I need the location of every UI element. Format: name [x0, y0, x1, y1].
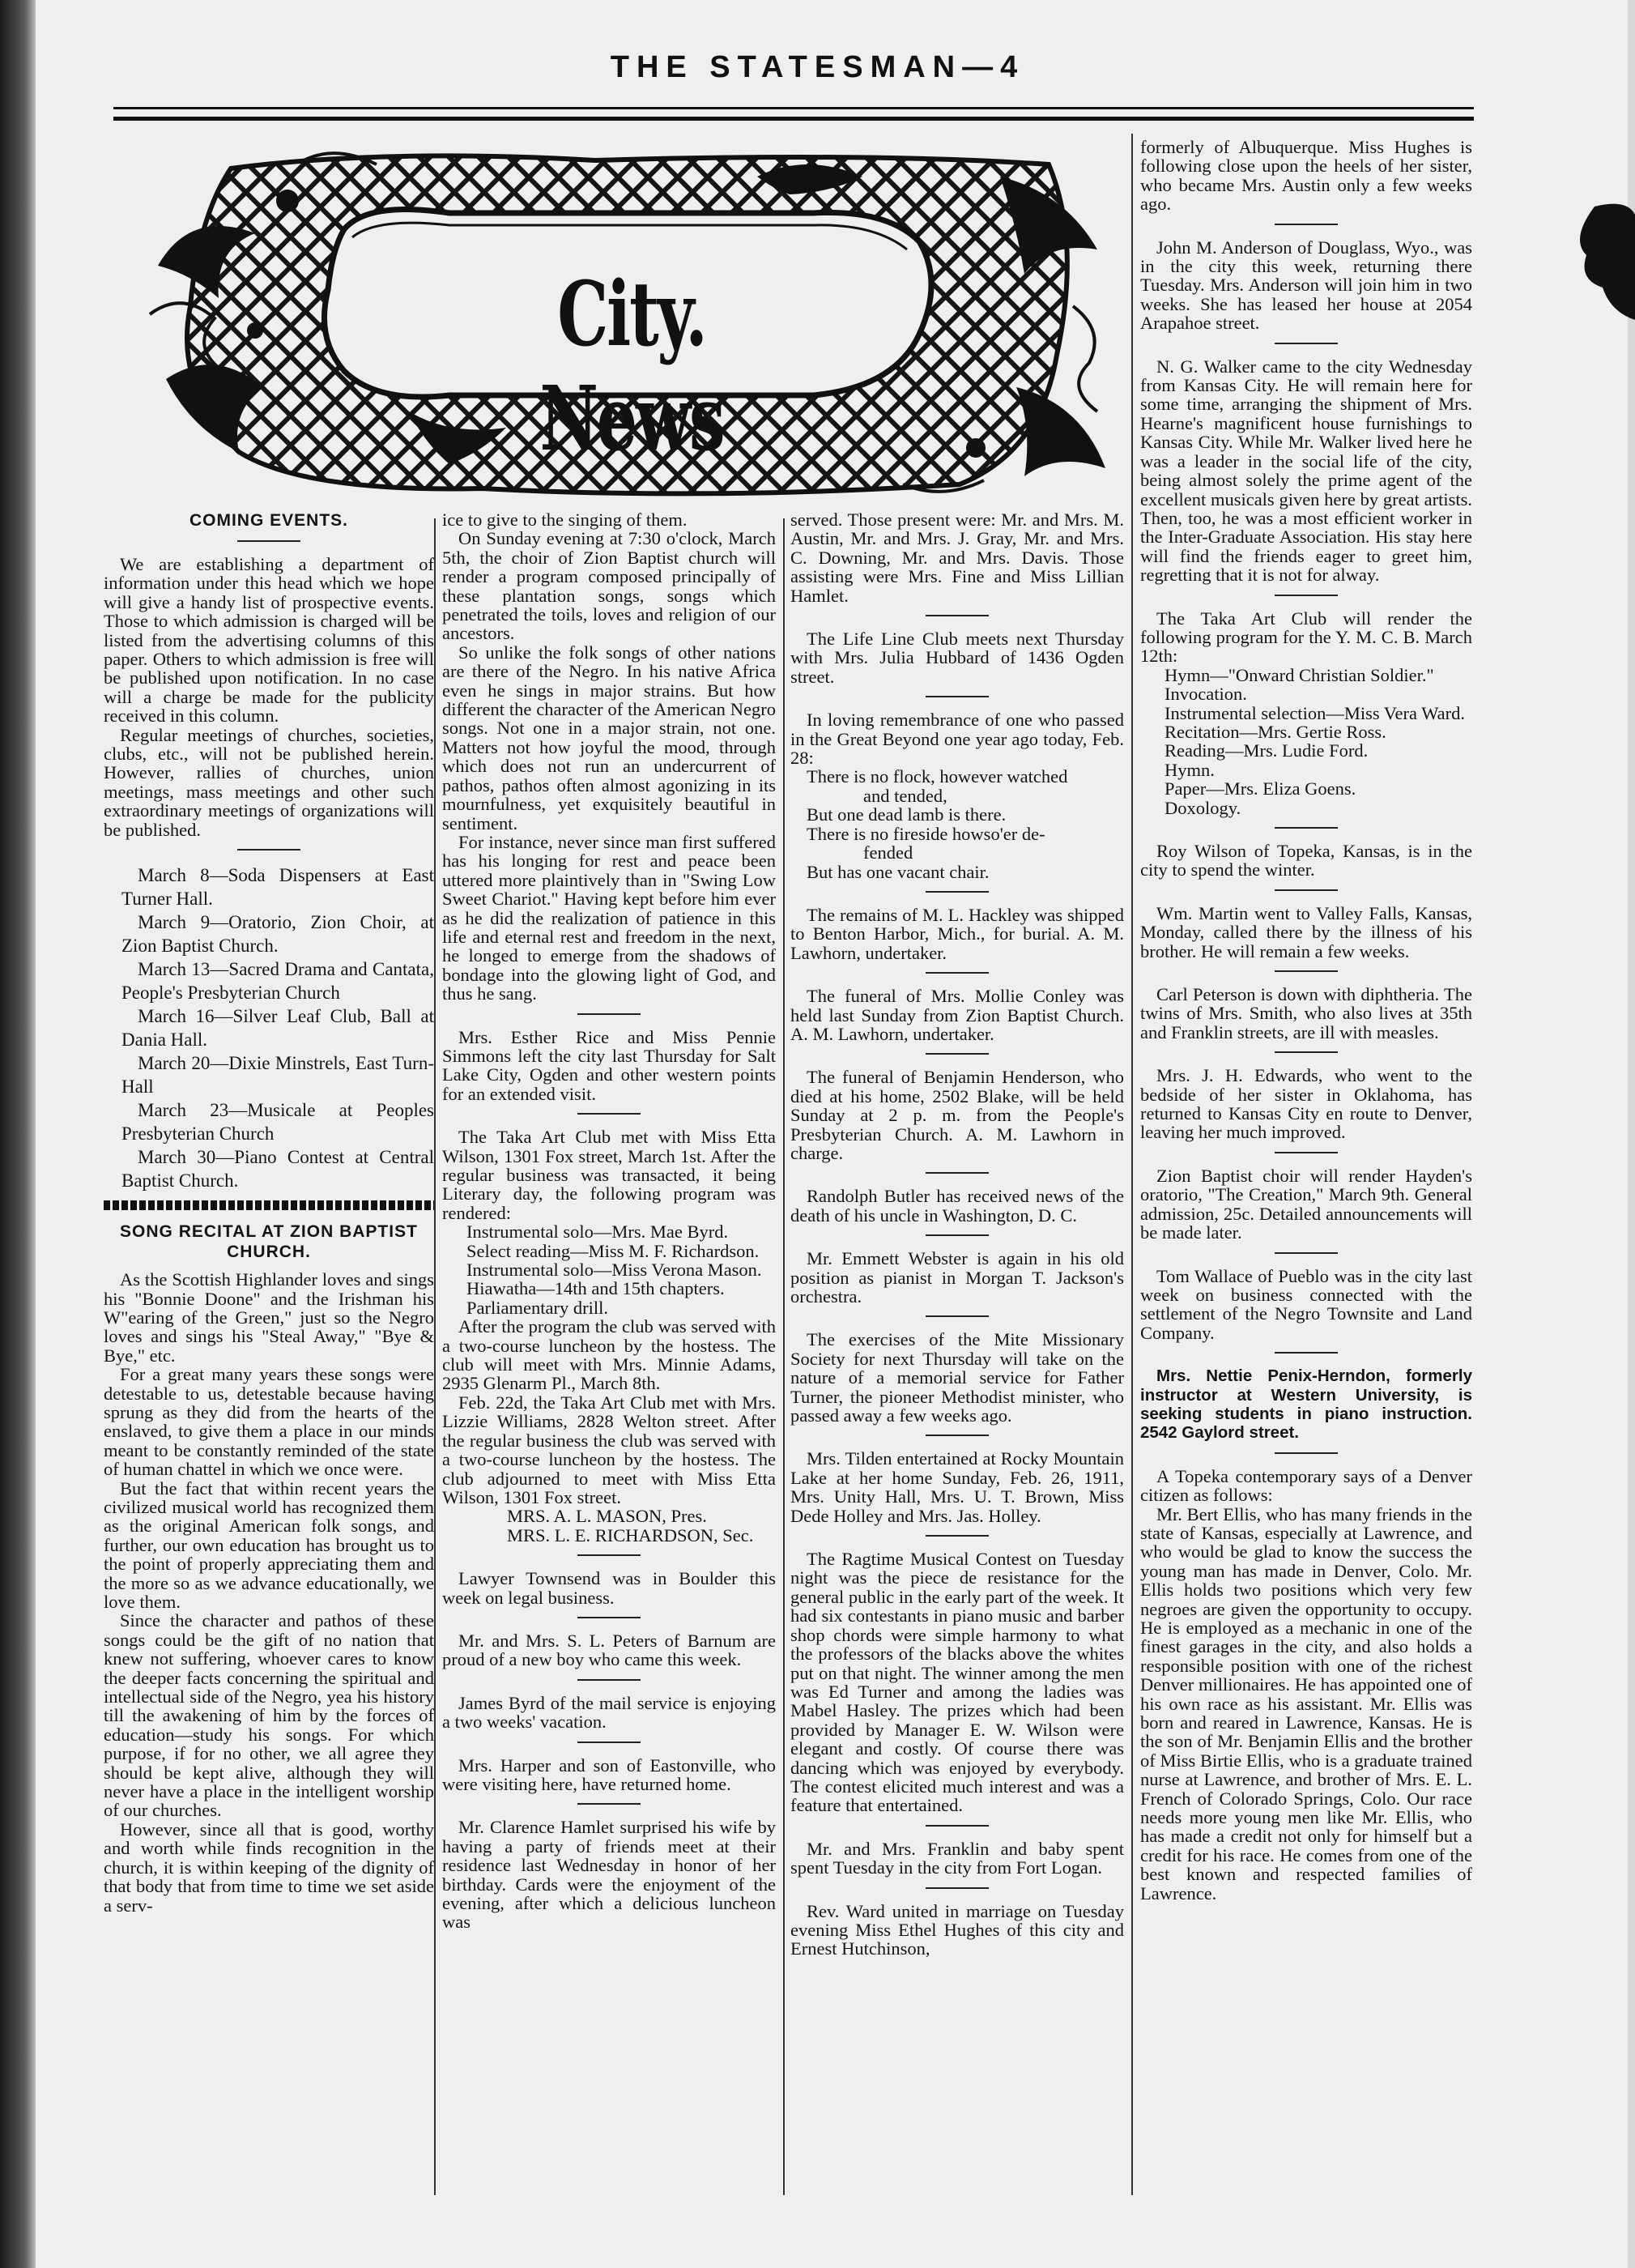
column-rule: [434, 518, 436, 2195]
program-list: [442, 1222, 776, 1317]
advertisement-notice: Mrs. Nettie Penix-Herndon, formerly instructor at Western University, is seeking students in piano instruction. 2542 Gaylord street.: [1140, 1366, 1472, 1443]
separator: [926, 972, 989, 974]
article-paragraph: N. G. Walker came to the city Wednesday from Kansas City. He will remain here for some time, arranging the shipment of Mrs. Hearne's magnificent house furnishings to Kansas City. While Mr. Walker lived here he was a leader in the social life of the city, being almost solely the prime agent of the excellent musicals given here by great artists. Then, too, he was a most efficient worker in the Inter-Graduate Association. His stay here will find the friends eager to greet him, regretting that it is not for alway.: [1140, 356, 1472, 586]
article-paragraph: As the Scottish Highlander loves and sings his "Bonnie Doone" and the Irishman his W"earing of the Green," just so the Negro loves and sings his "Steal Away," "Bye & Bye," etc.: [104, 1269, 434, 1366]
article-paragraph: The Taka Art Club met with Miss Etta Wilson, 1301 Fox street, March 1st. After the regular business was transacted, it being Literary day, the following program was rendered:: [442, 1127, 776, 1223]
separator: [1275, 1152, 1338, 1153]
event-item: March 30—Piano Contest at Central Baptist Church.: [121, 1147, 434, 1192]
article-paragraph: Carl Peterson is down with diphtheria. The twins of Mrs. Smith, who also lives at 35th and Franklin streets, are ill with measles.: [1140, 984, 1472, 1042]
separator: [1275, 1051, 1338, 1053]
article-paragraph: Mr. and Mrs. Franklin and baby spent spent Tuesday in the city from Fort Logan.: [790, 1838, 1124, 1878]
article-paragraph: Roy Wilson of Topeka, Kansas, is in the city to spend the winter.: [1140, 841, 1472, 880]
article-paragraph: Randolph Butler has received news of the death of his uncle in Washington, D. C.: [790, 1186, 1124, 1226]
separator: [1275, 595, 1338, 596]
separator: [577, 1742, 641, 1743]
article-paragraph: After the program the club was served with a two-course luncheon by the hostess. The club will meet with Mrs. Minnie Adams, 2935 Glenarm Pl., March 8th.: [442, 1316, 776, 1394]
separator: [926, 1172, 989, 1174]
program-item: Parliamentary drill.: [466, 1297, 608, 1318]
program-item: Instrumental selection—Miss Vera Ward.: [1165, 702, 1466, 723]
column-4: [1140, 138, 1472, 1903]
article-paragraph: The Life Line Club meets next Thursday with Mrs. Julia Hubbard of 1436 Ogden street.: [790, 629, 1124, 687]
article-paragraph: John M. Anderson of Douglass, Wyo., was in the city this week, returning there Tuesday. Mrs. Anderson will join him in two weeks. She has leased her house at 2054 Arapahoe street.: [1140, 237, 1472, 334]
column-2: [442, 510, 776, 1932]
article-paragraph: Mrs. Esther Rice and Miss Pennie Simmons left the city last Thursday for Salt Lake City, Ogden and other western points for an extended visit.: [442, 1026, 776, 1104]
article-paragraph: Mrs. Tilden entertained at Rocky Mountain Lake at her home Sunday, Feb. 26, 1911, Mrs. Unity Hall, Mrs. U. T. Brown, Miss Dede Holley and Mrs. Jas. Holley.: [790, 1448, 1124, 1526]
separator: [577, 1679, 641, 1681]
program-item: Instrumental solo—Miss Verona Mason.: [466, 1260, 762, 1281]
event-item: March 20—Dixie Minstrels, East Turn-Hall: [121, 1053, 434, 1098]
coming-events-heading: COMING EVENTS.: [189, 511, 349, 530]
article-paragraph: The remains of M. L. Hackley was shipped to Benton Harbor, Mich., for burial. A. M. Lawhorn, undertaker.: [790, 904, 1124, 963]
poem-line: But has one vacant chair.: [807, 861, 990, 882]
events-list: [104, 863, 434, 1192]
article-paragraph: On Sunday evening at 7:30 o'clock, March 5th, the choir of Zion Baptist church will render a program composed principally of these plantation songs, songs which penetrated the toils, loves and religion of our ancestors.: [442, 528, 776, 644]
article-paragraph: For instance, never since man first suffered has his longing for rest and peace been uttered more plaintively than in "Swing Low Sweet Chariot." Having kept before him ever as he did the realization of patience in this life and eternal rest and freedom in the next, he longed to emerge from the shadows of bondage into the glowing light of God, and thus he sang.: [442, 831, 776, 1004]
article-paragraph: Mr. and Mrs. S. L. Peters of Barnum are proud of a new boy who came this week.: [442, 1630, 776, 1670]
scan-edge: [0, 0, 36, 2268]
article-paragraph: The funeral of Mrs. Mollie Conley was held last Sunday from Zion Baptist Church. A. M. Lawhorn, undertaker.: [790, 986, 1124, 1044]
article-paragraph: Rev. Ward united in marriage on Tuesday evening Miss Ethel Hughes of this city and Ernest Hutchinson,: [790, 1900, 1124, 1959]
article-paragraph: Mrs. Harper and son of Eastonville, who were visiting here, have returned home.: [442, 1754, 776, 1794]
decorative-divider: [104, 1200, 434, 1210]
separator: [577, 1113, 641, 1115]
column-3: [790, 510, 1124, 1959]
article-paragraph: However, since all that is good, worthy and worth while finds recognition in the church, it is within keeping of the dignity of that body that from time to time we set aside a serv-: [104, 1818, 434, 1916]
separator: [926, 1535, 989, 1537]
program-item: Reading—Mrs. Ludie Ford.: [1165, 740, 1369, 761]
separator: [237, 849, 300, 850]
separator: [926, 615, 989, 616]
article-paragraph: So unlike the folk songs of other nations are there of the Negro. In his native Africa even he sings in major strains. But how different the character of the American Negro songs. Not one in a major strain, not one. Matters not how joyful the mood, through which does not run an undercurrent of pathos, pathos often almost agonizing in its mournfulness, yet exquisitely beautiful in sentiment.: [442, 642, 776, 833]
article-paragraph: formerly of Albuquerque. Miss Hughes is following close upon the heels of her sister, who became Mrs. Austin only a few weeks ago.: [1140, 137, 1472, 215]
article-paragraph: Mr. Bert Ellis, who has many friends in the state of Kansas, especially at Lawrence, and who would be glad to know the success the young man has made in Denver, Colo. Mr. Ellis holds two positions which very few negroes are given the opportunity to occupy. He is employed as a mechanic in one of the finest garages in the city, and also holds a responsible position with one of the richest Denver millionaires. He has appointed one of his own race as his assistant. Mr. Ellis was born and reared in Lawrence, Kansas. He is the son of Mr. Benjamin Ellis and the brother of Miss Birtie Ellis, who is a graduate trained nurse at Lawrence, and brother of Mrs. E. L. French of Colorado Springs, Colo. Our race needs more young men like Mr. Ellis, who has made a credit not only for himself but a credit for his race. He comes from one of the best known and respected families of Lawrence.: [1140, 1503, 1472, 1904]
poem-line: There is no fireside howso'er de-: [807, 823, 1045, 844]
article-paragraph: Zion Baptist choir will render Hayden's oratorio, "The Creation," March 9th. General admission, 25c. Detailed announcements will be made later.: [1140, 1165, 1472, 1243]
column-rule: [1131, 134, 1133, 2195]
column-rule: [783, 518, 785, 2195]
separator: [1275, 224, 1338, 225]
article-paragraph: Lawyer Townsend was in Boulder this week on legal business.: [442, 1568, 776, 1608]
separator: [1275, 1452, 1338, 1454]
separator: [926, 1825, 989, 1827]
signature: MRS. L. E. RICHARDSON, Sec.: [507, 1524, 754, 1545]
separator: [926, 1234, 989, 1236]
article-paragraph: Tom Wallace of Pueblo was in the city last week on business connected with the settlement of the Negro Townsite and Land Company.: [1140, 1265, 1472, 1343]
article-paragraph: Mrs. J. H. Edwards, who went to the bedside of her sister in Oklahoma, has returned to Kansas City en route to Denver, leaving her much improved.: [1140, 1065, 1472, 1143]
article-paragraph: For a great many years these songs were detestable to us, detestable because having sprung as they did from the hearts of the enslaved, to give them a place in our minds meant to be constantly reminded of the state of human chattel in which we once were.: [104, 1364, 434, 1480]
article-paragraph: Regular meetings of churches, societies, clubs, etc., will not be published herein. However, rallies of churches, union meetings, mass meetings and other such extraordinary meetings of organizations will be published.: [104, 724, 434, 840]
article-paragraph: The exercises of the Mite Missionary Society for next Thursday will take on the nature of a memorial service for Father Turner, the pioneer Methodist minister, who passed away a few weeks ago.: [790, 1329, 1124, 1426]
program-item: Recitation—Mrs. Gertie Ross.: [1165, 721, 1386, 742]
separator: [926, 1435, 989, 1436]
column-1: [104, 510, 434, 1915]
masthead-rule-heavy: [113, 117, 1474, 121]
separator: [1275, 1252, 1338, 1254]
article-paragraph: A Topeka contemporary says of a Denver citizen as follows:: [1140, 1465, 1472, 1506]
article-paragraph: We are establishing a department of information under this head which we hope will give a handy list of prospective events. Those to which admission is charged will be listed from the advertising columns of this paper. Others to which admission is free will be published upon notification. In no case will a charge be made for the publicity received in this column.: [104, 554, 434, 727]
separator: [1275, 343, 1338, 344]
article-paragraph: But the fact that within recent years the civilized musical world has recognized them as the original American folk songs, and further, our own education has brought us to the point of properly appreciating them and the more so as we advance educationally, we love them.: [104, 1477, 434, 1612]
article-paragraph: The funeral of Benjamin Henderson, who died at his home, 2502 Blake, will be held Sunday at 2 p. m. from the People's Presbyterian Church. A. M. Lawhorn in charge.: [790, 1067, 1124, 1163]
event-item: March 23—Musicale at Peoples Presbyterian Church: [121, 1100, 434, 1145]
separator: [926, 1315, 989, 1317]
event-item: March 16—Silver Leaf Club, Ball at Dania Hall.: [121, 1006, 434, 1051]
masthead-rule: [113, 107, 1474, 109]
program-item: Paper—Mrs. Eliza Goens.: [1165, 778, 1356, 799]
ink-stain: [1562, 198, 1635, 320]
separator: [577, 1617, 641, 1618]
article-paragraph: The Taka Art Club will render the following program for the Y. M. C. B. March 12th:: [1140, 608, 1472, 667]
poem: [790, 767, 1124, 880]
program-item: Instrumental solo—Mrs. Mae Byrd.: [466, 1221, 729, 1243]
article-paragraph: Wm. Martin went to Valley Falls, Kansas, Monday, called there by the illness of his brother. He will remain a few weeks.: [1140, 902, 1472, 961]
event-item: March 8—Soda Dispensers at East Turner Hall.: [121, 865, 434, 910]
program-item: Hymn—"Onward Christian Soldier.": [1165, 664, 1434, 685]
article-paragraph: The Ragtime Musical Contest on Tuesday night was the piece de resistance for the general public in the early part of the week. It had six contestants in piano music and barber shop chords were simple harmony to what the professors of the blacks above the whites put on that night. The winner among the men was Ed Turner and among the ladies was Mabel Hasley. The prizes which had been provided by Manager E. W. Wilson were elegant and costly. Of course there was dancing which was enjoyed by everybody. The contest elicited much interest and was a feature that entertained.: [790, 1549, 1124, 1816]
program-item: Doxology.: [1165, 797, 1241, 818]
event-item: March 9—Oratorio, Zion Choir, at Zion Baptist Church.: [121, 912, 434, 957]
separator: [926, 891, 989, 893]
separator: [1275, 970, 1338, 972]
article-paragraph: Mr. Emmett Webster is again in his old position as pianist in Morgan T. Jackson's orchestra.: [790, 1248, 1124, 1307]
event-item: March 13—Sacred Drama and Cantata, People's Presbyterian Church: [121, 959, 434, 1004]
article-paragraph: James Byrd of the mail service is enjoying a two weeks' vacation.: [442, 1692, 776, 1733]
program-item: Hymn.: [1165, 759, 1215, 780]
article-paragraph: Mr. Clarence Hamlet surprised his wife by having a party of friends meet at their residence last Wednesday in honor of her birthday. Cards were the enjoyment of the evening, after which a delicious luncheon was: [442, 1817, 776, 1933]
separator: [926, 1053, 989, 1055]
separator: [926, 1887, 989, 1889]
city-news-banner: [142, 144, 1126, 505]
separator: [926, 696, 989, 697]
article-paragraph: ice to give to the singing of them.: [442, 509, 688, 530]
signature: MRS. A. L. MASON, Pres.: [507, 1506, 707, 1527]
article-paragraph: In loving remembrance of one who passed in the Great Beyond one year ago today, Feb. 28:: [790, 710, 1124, 769]
separator: [577, 1803, 641, 1805]
banner-title: City. News: [539, 262, 724, 471]
program-item: Hiawatha—14th and 15th chapters.: [466, 1278, 725, 1299]
separator: [1275, 827, 1338, 829]
scan-edge-right: [1628, 0, 1635, 2268]
poem-line: But one dead lamb is there.: [807, 804, 1007, 825]
poem-line: and tended,: [863, 785, 947, 806]
separator: [577, 1013, 641, 1015]
separator: [577, 1554, 641, 1556]
program-list: [1140, 666, 1472, 817]
song-recital-heading: SONG RECITAL AT ZION BAPTIST CHURCH.: [120, 1222, 418, 1262]
poem-line: fended: [863, 842, 913, 863]
article-paragraph: served. Those present were: Mr. and Mrs. M. Austin, Mr. and Mrs. J. Gray, Mr. and Mrs. C. Downing, Mr. and Mrs. Davis. Those assisting were Mrs. Fine and Miss Lillian Hamlet.: [790, 509, 1124, 606]
separator: [1275, 1352, 1338, 1354]
separator: [237, 540, 300, 542]
article-paragraph: Since the character and pathos of these songs could be the gift of no nation that knew not suffering, whoever cares to know the deeper facts concerning the spiritual and intellectual side of the Negro, yea his history till the awakening of him by the forces of education—study his songs. For which purpose, if for no other, we all agree they should be kept alive, although they will never have a place in the intelligent worship of our churches.: [104, 1610, 434, 1821]
poem-line: There is no flock, however watched: [807, 766, 1068, 787]
program-item: Select reading—Miss M. F. Richardson.: [466, 1240, 760, 1261]
masthead: THE STATESMAN—4: [610, 50, 1025, 84]
article-paragraph: Feb. 22d, the Taka Art Club met with Mrs. Lizzie Williams, 2828 Welton street. After the regular business the club was served with a two-course luncheon by the hostess. The club adjourned to meet with Miss Etta Wilson, 1301 Fox street.: [442, 1392, 776, 1507]
program-item: Invocation.: [1165, 684, 1247, 705]
separator: [1275, 889, 1338, 891]
